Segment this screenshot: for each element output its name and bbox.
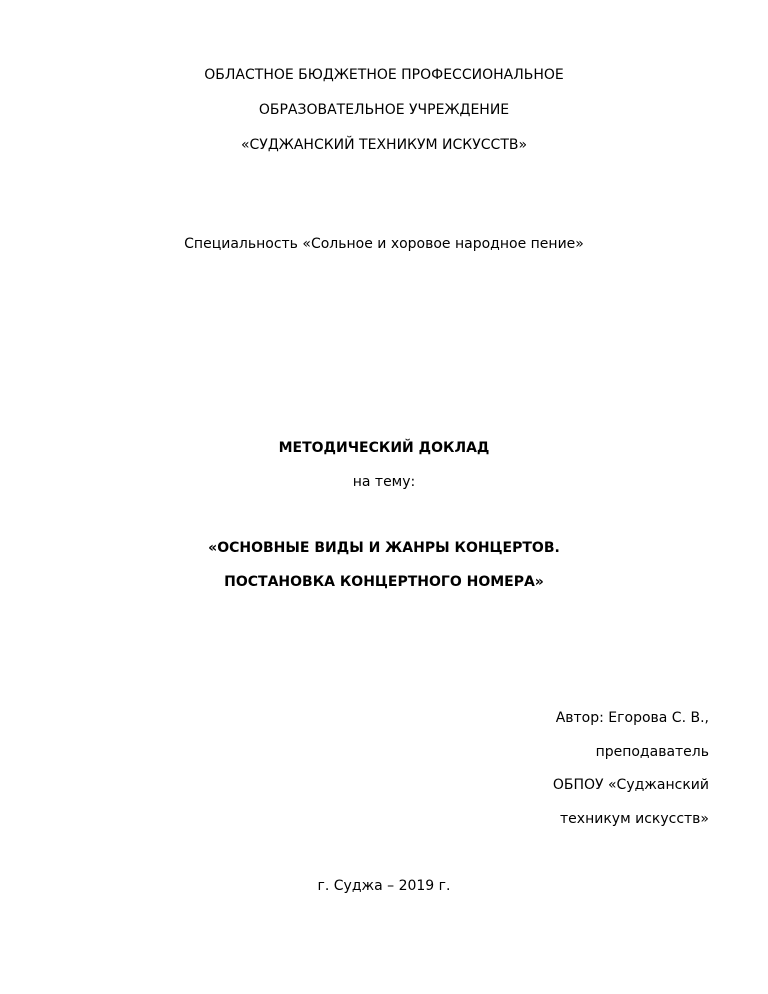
report-subtitle: на тему: <box>352 474 416 490</box>
report-title-line-2: ПОСТАНОВКА КОНЦЕРТНОГО НОМЕРА» <box>224 574 544 590</box>
report-type: МЕТОДИЧЕСКИЙ ДОКЛАД <box>278 440 490 456</box>
author-line-2: преподаватель <box>595 744 709 760</box>
author-line-4: техникум искусств» <box>560 811 709 827</box>
author-line-3: ОБПОУ «Суджанский <box>552 777 709 793</box>
report-title-line-1: «ОСНОВНЫЕ ВИДЫ И ЖАНРЫ КОНЦЕРТОВ. <box>208 540 560 556</box>
institution-line-1: ОБЛАСТНОЕ БЮДЖЕТНОЕ ПРОФЕССИОНАЛЬНОЕ <box>204 67 564 83</box>
institution-line-3: «СУДЖАНСКИЙ ТЕХНИКУМ ИСКУССТВ» <box>240 137 528 153</box>
institution-line-2: ОБРАЗОВАТЕЛЬНОЕ УЧРЕЖДЕНИЕ <box>258 102 510 118</box>
specialty-line: Специальность «Сольное и хоровое народное пение» <box>184 236 584 252</box>
author-line-1: Автор: Егорова С. В., <box>555 710 709 726</box>
place-year-footer: г. Суджа – 2019 г. <box>317 878 451 894</box>
